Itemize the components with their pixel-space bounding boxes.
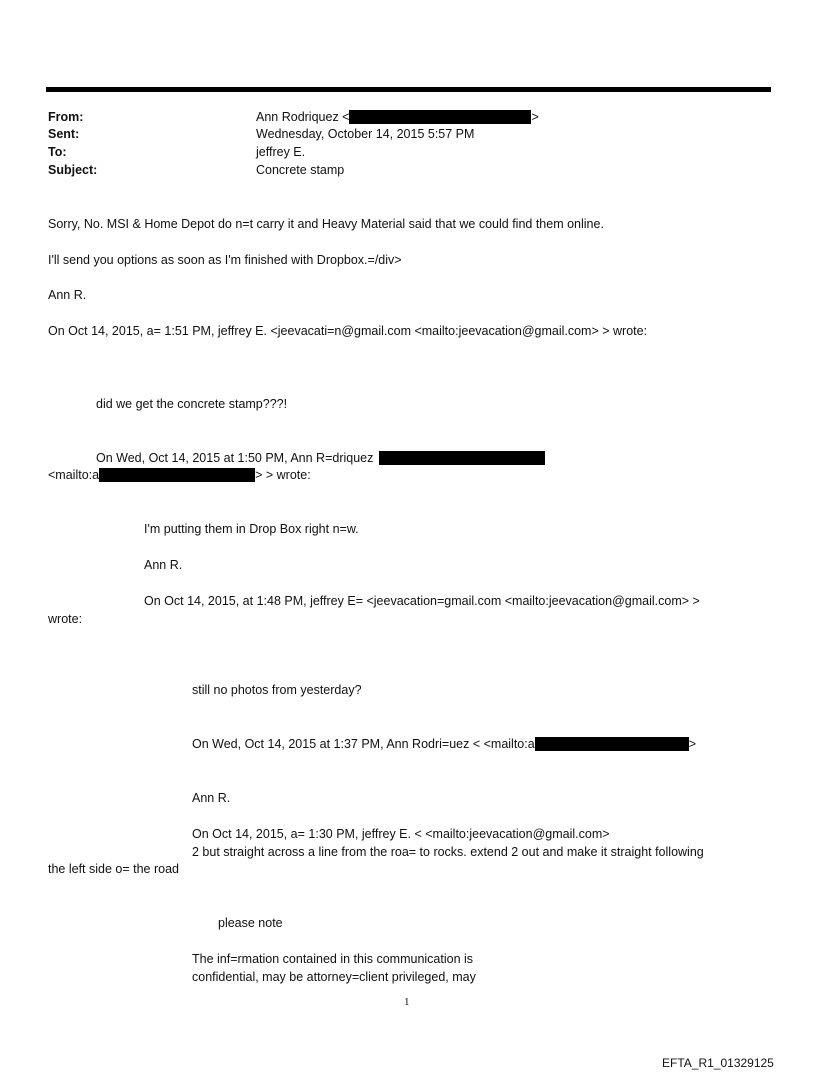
- from-name: Ann Rodriquez <: [256, 110, 350, 124]
- page-number: 1: [404, 996, 410, 1008]
- body-line: [48, 468, 311, 483]
- sent-value: Wednesday, October 14, 2015 5:57 PM: [256, 127, 475, 141]
- body-line: 2 but straight across a line from the roa= to rocks. extend 2 out and make it straight following: [192, 845, 704, 859]
- body-line: I'm putting them in Drop Box right n=w.: [144, 522, 359, 536]
- mailto-suffix: >: [688, 737, 696, 751]
- quote-header: On Wed, Oct 14, 2015 at 1:50 PM, Ann R=driquez: [96, 451, 374, 465]
- body-line: On Oct 14, 2015, at 1:48 PM, jeffrey E= <jeevacation=gmail.com <mailto:jeevacation@gmail.com> >: [144, 594, 700, 608]
- body-line: the left side o= the road: [48, 862, 179, 876]
- subject-value: Concrete stamp: [256, 163, 345, 177]
- body-line: On Oct 14, 2015, a= 1:51 PM, jeffrey E. <jeevacati=n@gmail.com <mailto:jeevacation@gmail.com> > wrote:: [48, 324, 648, 338]
- mailto-prefix: <mailto:a: [48, 468, 100, 482]
- redaction-box: [99, 468, 255, 482]
- mailto-suffix: > > wrote:: [255, 468, 311, 482]
- redaction-box: [535, 737, 689, 751]
- redaction-box: [349, 110, 531, 124]
- to-label: To:: [48, 145, 67, 159]
- redaction-box: [379, 451, 545, 465]
- body-line: Ann R.: [48, 288, 87, 302]
- from-tail: >: [531, 110, 539, 124]
- body-line: On Oct 14, 2015, a= 1:30 PM, jeffrey E. < <mailto:jeevacation@gmail.com>: [192, 827, 610, 841]
- sent-label: Sent:: [48, 127, 80, 141]
- body-line: Ann R.: [144, 558, 183, 572]
- subject-label: Subject:: [48, 163, 98, 177]
- document-id: EFTA_R1_01329125: [662, 1056, 774, 1070]
- header-rule: [46, 87, 771, 92]
- quote-header: On Wed, Oct 14, 2015 at 1:37 PM, Ann Rodri=uez < <mailto:a: [192, 737, 535, 751]
- body-line: did we get the concrete stamp???!: [96, 397, 288, 411]
- to-value: jeffrey E.: [256, 145, 306, 159]
- body-line: [96, 451, 545, 466]
- body-line: still no photos from yesterday?: [192, 683, 362, 697]
- body-line: confidential, may be attorney=client privileged, may: [192, 970, 476, 984]
- body-line: Sorry, No. MSI & Home Depot do n=t carry it and Heavy Material said that we could find them online.: [48, 217, 604, 231]
- body-line: The inf=rmation contained in this communication is: [192, 952, 474, 966]
- body-line: Ann R.: [192, 791, 231, 805]
- from-value: [256, 110, 539, 125]
- from-label: From:: [48, 110, 84, 124]
- body-line: please note: [218, 916, 283, 930]
- body-line: I'll send you options as soon as I'm finished with Dropbox.=/div>: [48, 253, 402, 267]
- body-line: [192, 737, 696, 752]
- body-line: wrote:: [48, 612, 83, 626]
